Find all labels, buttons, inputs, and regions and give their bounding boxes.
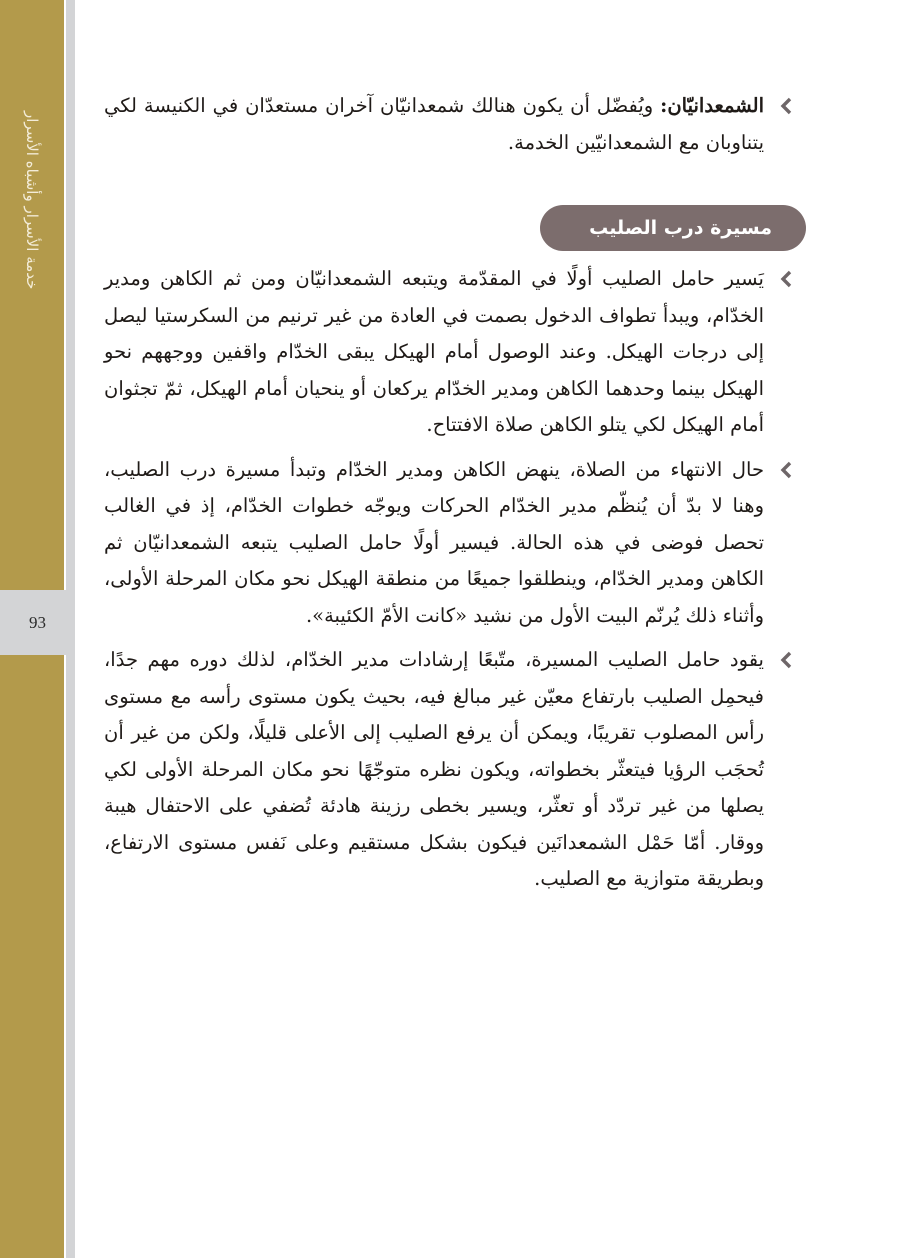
section-heading-wrap xyxy=(104,205,798,251)
list-item xyxy=(104,642,798,898)
item-text: يَسير حامل الصليب أولًا في المقدّمة ويتبعه الشمعدانيّان ومن ثم الكاهن ومدير الخدّام، ويبدأ تطواف الدخول بصمت في العادة من غير ترنيم من السكرستيا ليصل إلى درجات الهيكل. وعند الوصول أمام الهيكل يبقى الخدّام واقفين ووجههم نحو الهيكل بينما وحدهما الكاهن ومدير الخدّام يركعان أو ينحيان أمام الهيكل، ثمّ تجثوان أمام الهيكل لكي يتلو الكاهن صلاة الافتتاح. xyxy=(104,267,764,436)
chevron-bullet-icon xyxy=(774,642,798,678)
page-number: 93 xyxy=(29,612,46,632)
page-content xyxy=(104,88,798,906)
item-term: الشمعدانيّان: xyxy=(660,94,764,117)
chevron-bullet-icon xyxy=(774,452,798,488)
section-heading: مسيرة درب الصليب xyxy=(540,205,806,251)
page-number-box xyxy=(0,590,75,655)
chevron-bullet-icon xyxy=(774,261,798,297)
running-head-text: خدمة الأسرار وأشباه الأسرار xyxy=(23,110,41,290)
list-item xyxy=(104,261,798,444)
running-head xyxy=(0,80,64,320)
item-text: يقود حامل الصليب المسيرة، متّبعًا إرشادات مدير الخدّام، لذلك دوره مهم جدًا، فيحمِل الصليب بارتفاع معيّن غير مبالغ فيه، بحيث يكون مستوى رأسه مع مستوى رأس المصلوب تقريبًا، ويمكن أن يرفع الصليب إلى الأعلى قليلًا، ولكن من غير أن تُحجَب الرؤيا فيتعثّر بخطواته، ويكون نظره متوجّهًا نحو مكان المرحلة الأولى لكي يصلها من غير تردّد أو تعثّر، ويسير بخطى رزينة هادئة تُضفي على الاحتفال هيبة ووقار. أمّا حَمْل الشمعدانَين فيكون بشكل مستقيم وعلى نَفس مستوى الارتفاع، وبطريقة متوازية مع الصليب. xyxy=(104,648,764,890)
list-item xyxy=(104,88,798,161)
item-text: حال الانتهاء من الصلاة، ينهض الكاهن ومدير الخدّام وتبدأ مسيرة درب الصليب، وهنا لا بدّ أن يُنظّم مدير الخدّام الحركات ويوجّه خطوات الخدّام، إذ في الغالب تحصل فوضى في هذه الحالة. فيسير أولًا حامل الصليب يتبعه الشمعدانيّان ثم الكاهن ومدير الخدّام، وينطلقوا جميعًا من منطقة الهيكل نحو مكان المرحلة الأولى، وأثناء ذلك يُرنّم البيت الأول من نشيد «كانت الأمّ الكئيبة». xyxy=(104,457,764,627)
list-item xyxy=(104,452,798,635)
chevron-bullet-icon xyxy=(774,88,798,124)
item-text: ويُفضّل أن يكون هنالك شمعدانيّان آخران مستعدّان في الكنيسة لكي يتناوبان مع الشمعدانيّين الخدمة. xyxy=(104,94,764,154)
